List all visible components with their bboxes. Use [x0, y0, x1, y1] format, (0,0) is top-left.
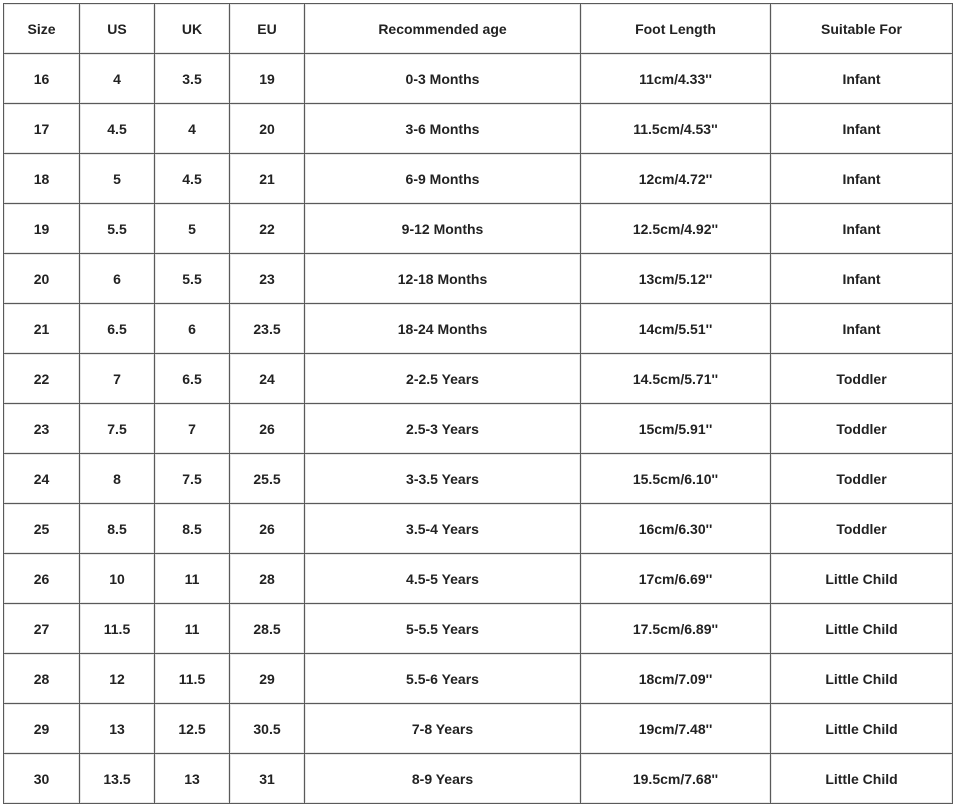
cell-recommended-age: 3-6 Months	[305, 104, 581, 154]
cell-suitable-for: Infant	[771, 154, 953, 204]
cell-suitable-for: Infant	[771, 204, 953, 254]
table-row	[4, 704, 953, 754]
cell-size: 25	[4, 504, 80, 554]
cell-recommended-age: 8-9 Years	[305, 754, 581, 804]
table-row	[4, 304, 953, 354]
table-row	[4, 554, 953, 604]
cell-eu: 30.5	[230, 704, 305, 754]
cell-suitable-for: Infant	[771, 254, 953, 304]
cell-uk: 5.5	[155, 254, 230, 304]
cell-eu: 26	[230, 504, 305, 554]
cell-uk: 4.5	[155, 154, 230, 204]
cell-us: 4	[80, 54, 155, 104]
header-suitable-for: Suitable For	[771, 4, 953, 54]
cell-eu: 23.5	[230, 304, 305, 354]
cell-recommended-age: 6-9 Months	[305, 154, 581, 204]
cell-us: 6	[80, 254, 155, 304]
cell-uk: 12.5	[155, 704, 230, 754]
cell-suitable-for: Little Child	[771, 654, 953, 704]
cell-recommended-age: 3.5-4 Years	[305, 504, 581, 554]
cell-us: 7.5	[80, 404, 155, 454]
cell-suitable-for: Little Child	[771, 554, 953, 604]
cell-size: 29	[4, 704, 80, 754]
cell-recommended-age: 12-18 Months	[305, 254, 581, 304]
size-chart-table	[3, 3, 953, 804]
table-row	[4, 754, 953, 804]
cell-eu: 26	[230, 404, 305, 454]
header-recommended-age: Recommended age	[305, 4, 581, 54]
table-row	[4, 354, 953, 404]
cell-us: 4.5	[80, 104, 155, 154]
cell-foot-length: 14cm/5.51''	[581, 304, 771, 354]
cell-eu: 29	[230, 654, 305, 704]
table-row	[4, 254, 953, 304]
cell-eu: 28	[230, 554, 305, 604]
cell-suitable-for: Infant	[771, 104, 953, 154]
cell-uk: 7.5	[155, 454, 230, 504]
cell-eu: 28.5	[230, 604, 305, 654]
cell-suitable-for: Toddler	[771, 354, 953, 404]
cell-foot-length: 15cm/5.91''	[581, 404, 771, 454]
cell-eu: 21	[230, 154, 305, 204]
cell-size: 24	[4, 454, 80, 504]
cell-uk: 11	[155, 604, 230, 654]
cell-foot-length: 11cm/4.33''	[581, 54, 771, 104]
cell-suitable-for: Toddler	[771, 504, 953, 554]
table-row	[4, 504, 953, 554]
table-row	[4, 654, 953, 704]
cell-size: 18	[4, 154, 80, 204]
cell-foot-length: 11.5cm/4.53''	[581, 104, 771, 154]
size-chart	[3, 3, 952, 803]
table-row	[4, 104, 953, 154]
cell-eu: 25.5	[230, 454, 305, 504]
cell-foot-length: 13cm/5.12''	[581, 254, 771, 304]
table-row	[4, 454, 953, 504]
cell-us: 8.5	[80, 504, 155, 554]
cell-foot-length: 14.5cm/5.71''	[581, 354, 771, 404]
cell-us: 13.5	[80, 754, 155, 804]
cell-eu: 20	[230, 104, 305, 154]
cell-recommended-age: 4.5-5 Years	[305, 554, 581, 604]
cell-eu: 23	[230, 254, 305, 304]
cell-size: 20	[4, 254, 80, 304]
cell-suitable-for: Little Child	[771, 754, 953, 804]
cell-uk: 4	[155, 104, 230, 154]
cell-suitable-for: Infant	[771, 304, 953, 354]
cell-uk: 8.5	[155, 504, 230, 554]
cell-suitable-for: Little Child	[771, 604, 953, 654]
cell-uk: 6	[155, 304, 230, 354]
cell-us: 10	[80, 554, 155, 604]
cell-eu: 24	[230, 354, 305, 404]
cell-size: 21	[4, 304, 80, 354]
cell-foot-length: 15.5cm/6.10''	[581, 454, 771, 504]
cell-uk: 5	[155, 204, 230, 254]
cell-size: 16	[4, 54, 80, 104]
cell-eu: 22	[230, 204, 305, 254]
cell-foot-length: 17cm/6.69''	[581, 554, 771, 604]
cell-suitable-for: Toddler	[771, 454, 953, 504]
cell-recommended-age: 7-8 Years	[305, 704, 581, 754]
table-header-row	[4, 4, 953, 54]
cell-uk: 6.5	[155, 354, 230, 404]
cell-eu: 31	[230, 754, 305, 804]
cell-suitable-for: Infant	[771, 54, 953, 104]
cell-size: 26	[4, 554, 80, 604]
cell-suitable-for: Toddler	[771, 404, 953, 454]
cell-foot-length: 17.5cm/6.89''	[581, 604, 771, 654]
table-row	[4, 204, 953, 254]
cell-recommended-age: 3-3.5 Years	[305, 454, 581, 504]
cell-uk: 13	[155, 754, 230, 804]
cell-size: 19	[4, 204, 80, 254]
header-size: Size	[4, 4, 80, 54]
cell-eu: 19	[230, 54, 305, 104]
table-row	[4, 54, 953, 104]
cell-recommended-age: 18-24 Months	[305, 304, 581, 354]
cell-us: 8	[80, 454, 155, 504]
cell-us: 13	[80, 704, 155, 754]
cell-us: 5	[80, 154, 155, 204]
cell-recommended-age: 9-12 Months	[305, 204, 581, 254]
cell-recommended-age: 2-2.5 Years	[305, 354, 581, 404]
cell-size: 23	[4, 404, 80, 454]
cell-us: 12	[80, 654, 155, 704]
cell-foot-length: 16cm/6.30''	[581, 504, 771, 554]
header-uk: UK	[155, 4, 230, 54]
cell-recommended-age: 5.5-6 Years	[305, 654, 581, 704]
cell-size: 30	[4, 754, 80, 804]
cell-us: 11.5	[80, 604, 155, 654]
cell-uk: 7	[155, 404, 230, 454]
cell-foot-length: 19cm/7.48''	[581, 704, 771, 754]
cell-us: 7	[80, 354, 155, 404]
cell-recommended-age: 2.5-3 Years	[305, 404, 581, 454]
cell-size: 27	[4, 604, 80, 654]
cell-foot-length: 12.5cm/4.92''	[581, 204, 771, 254]
cell-us: 5.5	[80, 204, 155, 254]
cell-size: 17	[4, 104, 80, 154]
table-body	[4, 54, 953, 804]
cell-foot-length: 19.5cm/7.68''	[581, 754, 771, 804]
cell-recommended-age: 5-5.5 Years	[305, 604, 581, 654]
cell-foot-length: 12cm/4.72''	[581, 154, 771, 204]
cell-suitable-for: Little Child	[771, 704, 953, 754]
header-eu: EU	[230, 4, 305, 54]
header-us: US	[80, 4, 155, 54]
table-row	[4, 404, 953, 454]
cell-size: 22	[4, 354, 80, 404]
cell-size: 28	[4, 654, 80, 704]
cell-uk: 11.5	[155, 654, 230, 704]
cell-us: 6.5	[80, 304, 155, 354]
header-foot-length: Foot Length	[581, 4, 771, 54]
cell-recommended-age: 0-3 Months	[305, 54, 581, 104]
table-row	[4, 604, 953, 654]
cell-uk: 11	[155, 554, 230, 604]
cell-foot-length: 18cm/7.09''	[581, 654, 771, 704]
table-row	[4, 154, 953, 204]
cell-uk: 3.5	[155, 54, 230, 104]
